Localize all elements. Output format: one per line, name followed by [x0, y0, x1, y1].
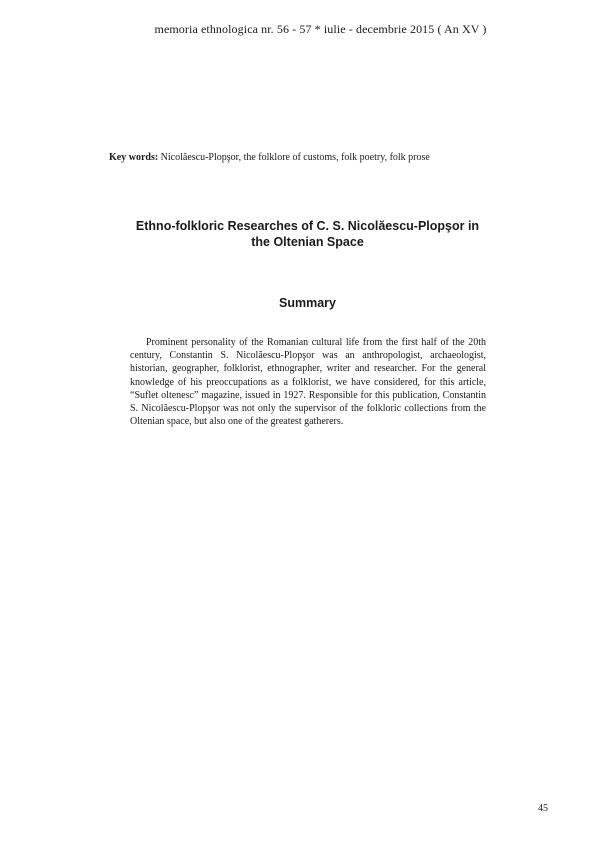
summary-paragraph: Prominent personality of the Romanian cultural life from the first half of the 20th century, Constantin S. Nicolăescu-Plopşor was an anthropologist, archaeologist, historian, geographer, folklorist, ethnographer, writer and researcher. For the general knowledge of his preoccupations as a folklorist, we have considered, for this article, “Suflet oltenesc” magazine, issued in 1927. Responsible for this publication, Constantin S. Nicolăescu-Plopşor was not only the supervisor of the folkloric collections from the Oltenian space, but also one of the greatest gatherers.	[130, 337, 486, 428]
article-title-line-1: Ethno-folkloric Researches of C. S. Nicolăescu-Plopşor in	[135, 219, 480, 233]
page-number: 45	[538, 803, 548, 814]
summary-heading: Summary	[279, 296, 336, 310]
running-header: memoria ethnologica nr. 56 - 57 * iulie - decembrie 2015 ( An XV )	[154, 22, 487, 36]
article-title	[110, 218, 505, 250]
keywords-text: Nicolăescu-Plopşor, the folklore of customs, folk poetry, folk prose	[158, 152, 430, 163]
keywords-label: Key words:	[109, 152, 159, 163]
keywords-line	[109, 151, 529, 164]
article-title-line-2: the Oltenian Space	[251, 235, 364, 249]
